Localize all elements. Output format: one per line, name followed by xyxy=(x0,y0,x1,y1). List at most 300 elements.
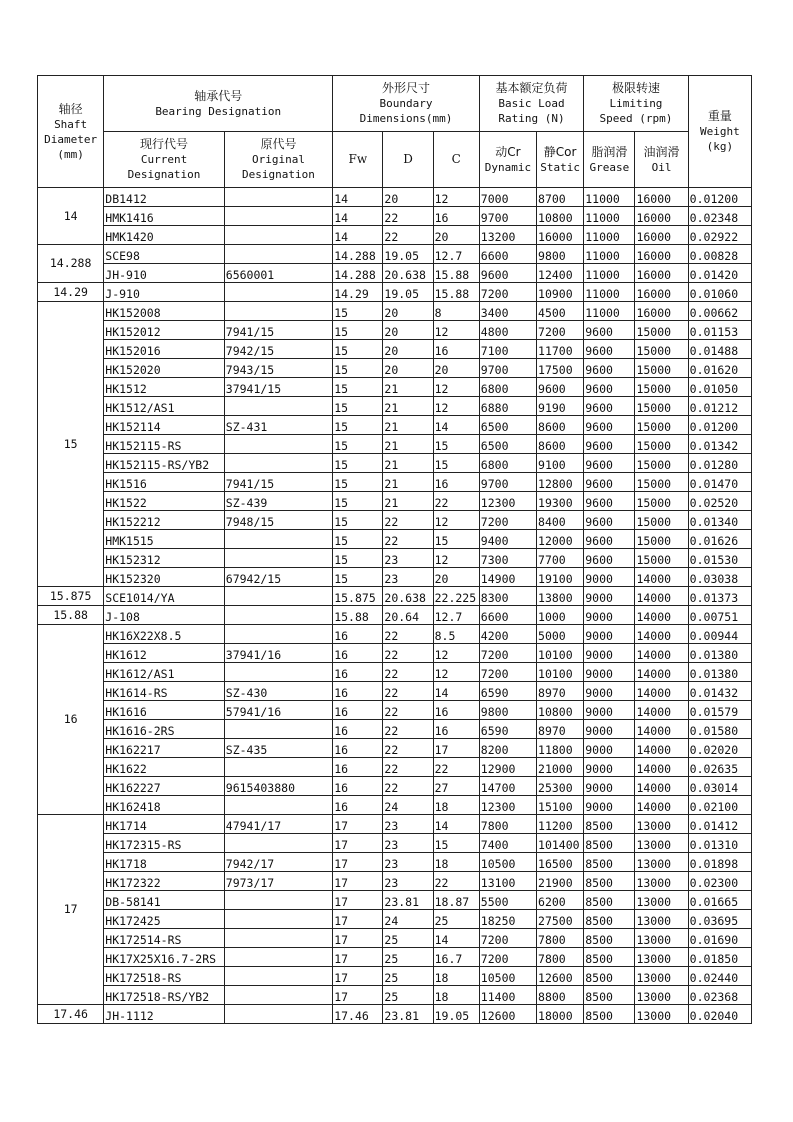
original-designation-cell: 7941/15 xyxy=(224,473,332,492)
grease-speed-cell: 8500 xyxy=(584,948,635,967)
d-cell: 22 xyxy=(383,701,433,720)
static-load-cell: 19100 xyxy=(537,568,584,587)
table-row xyxy=(38,891,752,910)
dynamic-load-cell: 7200 xyxy=(479,283,536,302)
static-load-cell: 101400 xyxy=(537,834,584,853)
table-row xyxy=(38,929,752,948)
weight-cell: 0.02020 xyxy=(688,739,751,758)
static-load-cell: 8970 xyxy=(537,720,584,739)
c-cell: 15 xyxy=(433,834,479,853)
table-row xyxy=(38,245,752,264)
static-load-cell: 1000 xyxy=(537,606,584,625)
original-designation-cell: SZ-431 xyxy=(224,416,332,435)
current-designation-cell: HK1616 xyxy=(104,701,225,720)
fw-cell: 15 xyxy=(333,359,383,378)
current-designation-cell: HK162217 xyxy=(104,739,225,758)
fw-cell: 16 xyxy=(333,663,383,682)
oil-speed-cell: 14000 xyxy=(635,663,688,682)
static-load-cell: 21000 xyxy=(537,758,584,777)
grease-speed-cell: 9000 xyxy=(584,682,635,701)
current-designation-cell: HK1522 xyxy=(104,492,225,511)
table-row xyxy=(38,967,752,986)
grease-speed-cell: 8500 xyxy=(584,929,635,948)
c-cell: 15.88 xyxy=(433,283,479,302)
fw-cell: 16 xyxy=(333,796,383,815)
grease-speed-cell: 9000 xyxy=(584,701,635,720)
current-en2: Designation xyxy=(127,168,201,181)
weight-cell: 0.01340 xyxy=(688,511,751,530)
fw-cell: 16 xyxy=(333,777,383,796)
static-load-cell: 11700 xyxy=(537,340,584,359)
d-cell: 21 xyxy=(383,473,433,492)
oil-speed-cell: 15000 xyxy=(635,492,688,511)
grease-en: Grease xyxy=(589,160,630,174)
shaft-diameter-cell: 17 xyxy=(38,815,104,1005)
d-cell: 22 xyxy=(383,682,433,701)
oil-header xyxy=(635,132,688,188)
table-row xyxy=(38,511,752,530)
fw-cell: 17 xyxy=(333,891,383,910)
original-designation-cell: 7942/17 xyxy=(224,853,332,872)
table-row xyxy=(38,226,752,245)
weight-cell: 0.01200 xyxy=(688,188,751,207)
shaft-diameter-cell: 15.88 xyxy=(38,606,104,625)
dynamic-load-cell: 7400 xyxy=(479,834,536,853)
c-cell: 15 xyxy=(433,530,479,549)
fw-cell: 15 xyxy=(333,492,383,511)
d-cell: 22 xyxy=(383,663,433,682)
d-cell: 23 xyxy=(383,815,433,834)
oil-speed-cell: 14000 xyxy=(635,644,688,663)
d-cell: 23 xyxy=(383,853,433,872)
original-designation-cell xyxy=(224,454,332,473)
original-en1: Original xyxy=(251,153,305,166)
grease-speed-cell: 8500 xyxy=(584,910,635,929)
c-cell: 14 xyxy=(433,815,479,834)
current-en1: Current xyxy=(140,153,188,166)
grease-speed-cell: 11000 xyxy=(584,302,635,321)
fw-cell: 15 xyxy=(333,568,383,587)
grease-speed-cell: 9000 xyxy=(584,587,635,606)
current-designation-cell: HK1616-2RS xyxy=(104,720,225,739)
d-label: D xyxy=(403,152,413,166)
c-cell: 15.88 xyxy=(433,264,479,283)
d-cell: 20.638 xyxy=(383,264,433,283)
c-cell: 12.7 xyxy=(433,606,479,625)
current-designation-cell: JH-910 xyxy=(104,264,225,283)
grease-speed-cell: 9000 xyxy=(584,758,635,777)
weight-cell: 0.01200 xyxy=(688,416,751,435)
original-designation-cell xyxy=(224,720,332,739)
dynamic-load-cell: 6600 xyxy=(479,606,536,625)
oil-speed-cell: 16000 xyxy=(635,226,688,245)
fw-cell: 16 xyxy=(333,739,383,758)
c-cell: 22 xyxy=(433,872,479,891)
boundary-en2: Dimensions(mm) xyxy=(359,112,453,125)
static-load-cell: 4500 xyxy=(537,302,584,321)
dynamic-load-cell: 8300 xyxy=(479,587,536,606)
c-cell: 20 xyxy=(433,226,479,245)
table-row xyxy=(38,986,752,1005)
original-designation-cell: 7973/17 xyxy=(224,872,332,891)
boundary-cn: 外形尺寸 xyxy=(381,81,430,95)
current-designation-cell: SCE98 xyxy=(104,245,225,264)
grease-speed-cell: 11000 xyxy=(584,207,635,226)
fw-cell: 15 xyxy=(333,454,383,473)
fw-cell: 15 xyxy=(333,378,383,397)
d-cell: 22 xyxy=(383,644,433,663)
grease-speed-cell: 9000 xyxy=(584,568,635,587)
current-designation-cell: HK16X22X8.5 xyxy=(104,625,225,644)
table-row xyxy=(38,530,752,549)
static-load-cell: 8700 xyxy=(537,188,584,207)
fw-cell: 15 xyxy=(333,340,383,359)
grease-speed-cell: 9000 xyxy=(584,663,635,682)
c-cell: 22.225 xyxy=(433,587,479,606)
d-cell: 19.05 xyxy=(383,283,433,302)
shaft-diameter-cell: 14.29 xyxy=(38,283,104,302)
dynamic-load-cell: 9700 xyxy=(479,359,536,378)
static-load-cell: 7800 xyxy=(537,948,584,967)
original-designation-cell xyxy=(224,834,332,853)
oil-speed-cell: 13000 xyxy=(635,872,688,891)
oil-speed-cell: 15000 xyxy=(635,378,688,397)
current-designation-cell: HMK1515 xyxy=(104,530,225,549)
oil-speed-cell: 13000 xyxy=(635,910,688,929)
current-designation-cell: HK162227 xyxy=(104,777,225,796)
d-cell: 21 xyxy=(383,416,433,435)
shaft-diameter-cell: 15.875 xyxy=(38,587,104,606)
static-load-cell: 11800 xyxy=(537,739,584,758)
d-cell: 25 xyxy=(383,929,433,948)
shaft-diameter-cell: 15 xyxy=(38,302,104,587)
d-cell: 21 xyxy=(383,492,433,511)
oil-speed-cell: 13000 xyxy=(635,986,688,1005)
d-cell: 21 xyxy=(383,397,433,416)
weight-cell: 0.01850 xyxy=(688,948,751,967)
dynamic-load-cell: 12300 xyxy=(479,492,536,511)
table-row xyxy=(38,473,752,492)
d-cell: 24 xyxy=(383,796,433,815)
current-designation-cell: HK152115-RS/YB2 xyxy=(104,454,225,473)
original-designation-cell xyxy=(224,397,332,416)
static-load-cell: 8600 xyxy=(537,416,584,435)
c-cell: 12 xyxy=(433,511,479,530)
fw-cell: 17 xyxy=(333,872,383,891)
c-cell: 12 xyxy=(433,321,479,340)
table-row xyxy=(38,416,752,435)
fw-cell: 14 xyxy=(333,188,383,207)
weight-cell: 0.03014 xyxy=(688,777,751,796)
original-designation-cell xyxy=(224,226,332,245)
shaft-cn: 轴径 xyxy=(58,101,83,116)
bearing-cn: 轴承代号 xyxy=(194,88,243,103)
table-row xyxy=(38,302,752,321)
current-designation-cell: DB1412 xyxy=(104,188,225,207)
table-row xyxy=(38,606,752,625)
d-cell: 25 xyxy=(383,986,433,1005)
oil-speed-cell: 13000 xyxy=(635,853,688,872)
d-cell: 20.638 xyxy=(383,587,433,606)
dynamic-load-cell: 4800 xyxy=(479,321,536,340)
weight-cell: 0.01690 xyxy=(688,929,751,948)
static-load-cell: 12400 xyxy=(537,264,584,283)
weight-cell: 0.01310 xyxy=(688,834,751,853)
static-load-cell: 8400 xyxy=(537,511,584,530)
c-cell: 8 xyxy=(433,302,479,321)
static-load-cell: 8600 xyxy=(537,435,584,454)
oil-speed-cell: 14000 xyxy=(635,739,688,758)
c-cell: 19.05 xyxy=(433,1005,479,1024)
dynamic-load-cell: 5500 xyxy=(479,891,536,910)
current-designation-cell: HK152312 xyxy=(104,549,225,568)
d-cell: 20.64 xyxy=(383,606,433,625)
grease-speed-cell: 9600 xyxy=(584,492,635,511)
d-cell: 22 xyxy=(383,226,433,245)
c-cell: 16 xyxy=(433,720,479,739)
weight-cell: 0.01212 xyxy=(688,397,751,416)
oil-speed-cell: 14000 xyxy=(635,758,688,777)
speed-cn: 极限转速 xyxy=(611,81,660,95)
weight-cell: 0.01579 xyxy=(688,701,751,720)
c-cell: 15 xyxy=(433,454,479,473)
grease-speed-cell: 9600 xyxy=(584,530,635,549)
dynamic-load-cell: 6500 xyxy=(479,435,536,454)
oil-speed-cell: 16000 xyxy=(635,245,688,264)
grease-speed-cell: 9600 xyxy=(584,511,635,530)
oil-speed-cell: 15000 xyxy=(635,397,688,416)
table-row xyxy=(38,492,752,511)
weight-cell: 0.01580 xyxy=(688,720,751,739)
weight-cell: 0.01380 xyxy=(688,644,751,663)
grease-speed-cell: 9000 xyxy=(584,777,635,796)
table-row xyxy=(38,777,752,796)
oil-speed-cell: 13000 xyxy=(635,891,688,910)
grease-speed-cell: 8500 xyxy=(584,967,635,986)
weight-en: Weight xyxy=(699,125,740,138)
fw-cell: 15 xyxy=(333,397,383,416)
stat-en: Static xyxy=(540,160,580,174)
d-cell: 21 xyxy=(383,378,433,397)
oil-speed-cell: 15000 xyxy=(635,340,688,359)
oil-speed-cell: 14000 xyxy=(635,777,688,796)
c-cell: 16.7 xyxy=(433,948,479,967)
d-cell: 20 xyxy=(383,340,433,359)
original-designation-cell xyxy=(224,302,332,321)
d-cell: 22 xyxy=(383,530,433,549)
fw-cell: 15.875 xyxy=(333,587,383,606)
dynamic-load-cell: 11400 xyxy=(479,986,536,1005)
load-en1: Basic Load xyxy=(498,97,565,110)
oil-speed-cell: 14000 xyxy=(635,606,688,625)
current-designation-cell: HK1516 xyxy=(104,473,225,492)
boundary-en1: Boundary xyxy=(379,97,433,110)
table-row xyxy=(38,720,752,739)
dynamic-load-cell: 6590 xyxy=(479,720,536,739)
current-designation-cell: HK172518-RS xyxy=(104,967,225,986)
current-designation-cell: HK172425 xyxy=(104,910,225,929)
static-load-cell: 10800 xyxy=(537,701,584,720)
c-cell: 14 xyxy=(433,929,479,948)
grease-speed-cell: 9000 xyxy=(584,644,635,663)
original-designation-cell: 7943/15 xyxy=(224,359,332,378)
original-designation-cell xyxy=(224,530,332,549)
original-designation-cell xyxy=(224,606,332,625)
fw-cell: 17 xyxy=(333,910,383,929)
oil-speed-cell: 14000 xyxy=(635,701,688,720)
current-designation-cell: HK1718 xyxy=(104,853,225,872)
weight-cn: 重量 xyxy=(707,109,732,123)
dynamic-load-cell: 3400 xyxy=(479,302,536,321)
c-cell: 17 xyxy=(433,739,479,758)
static-load-cell: 8970 xyxy=(537,682,584,701)
fw-cell: 15 xyxy=(333,549,383,568)
static-load-cell: 6200 xyxy=(537,891,584,910)
current-designation-cell: HK1622 xyxy=(104,758,225,777)
dyn-cn: 动Cr xyxy=(495,144,521,159)
fw-cell: 14.288 xyxy=(333,245,383,264)
weight-cell: 0.00944 xyxy=(688,625,751,644)
oil-speed-cell: 15000 xyxy=(635,511,688,530)
original-designation-cell: 67942/15 xyxy=(224,568,332,587)
shaft-unit: (mm) xyxy=(57,147,84,161)
oil-en: Oil xyxy=(651,160,672,174)
static-header xyxy=(537,132,584,188)
current-designation-cell: HK152016 xyxy=(104,340,225,359)
shaft-en1: Shaft xyxy=(54,117,88,131)
static-load-cell: 9800 xyxy=(537,245,584,264)
dynamic-load-cell: 12600 xyxy=(479,1005,536,1024)
current-designation-cell: HK172315-RS xyxy=(104,834,225,853)
current-designation-cell: HK1614-RS xyxy=(104,682,225,701)
oil-speed-cell: 15000 xyxy=(635,549,688,568)
oil-speed-cell: 15000 xyxy=(635,473,688,492)
oil-speed-cell: 14000 xyxy=(635,682,688,701)
dynamic-load-cell: 7300 xyxy=(479,549,536,568)
load-rating-header xyxy=(479,76,583,132)
current-designation-cell: HK162418 xyxy=(104,796,225,815)
current-designation-cell: HK1612/AS1 xyxy=(104,663,225,682)
table-row xyxy=(38,796,752,815)
fw-cell: 15 xyxy=(333,435,383,454)
table-row xyxy=(38,682,752,701)
weight-cell: 0.02300 xyxy=(688,872,751,891)
static-load-cell: 11200 xyxy=(537,815,584,834)
dynamic-load-cell: 12900 xyxy=(479,758,536,777)
c-cell: 18 xyxy=(433,986,479,1005)
dynamic-load-cell: 9700 xyxy=(479,473,536,492)
oil-speed-cell: 15000 xyxy=(635,454,688,473)
limiting-speed-header xyxy=(584,76,688,132)
current-cn: 现行代号 xyxy=(140,137,189,151)
oil-speed-cell: 15000 xyxy=(635,530,688,549)
grease-speed-cell: 9000 xyxy=(584,606,635,625)
original-designation-cell xyxy=(224,435,332,454)
dynamic-load-cell: 13100 xyxy=(479,872,536,891)
fw-cell: 16 xyxy=(333,644,383,663)
speed-en2: Speed (rpm) xyxy=(599,112,673,125)
d-cell: 20 xyxy=(383,359,433,378)
table-row xyxy=(38,568,752,587)
dynamic-header xyxy=(479,132,536,188)
original-designation-cell: 6560001 xyxy=(224,264,332,283)
oil-speed-cell: 15000 xyxy=(635,359,688,378)
static-load-cell: 18000 xyxy=(537,1005,584,1024)
c-cell: 12 xyxy=(433,644,479,663)
current-designation-cell: HK1512/AS1 xyxy=(104,397,225,416)
c-cell: 14 xyxy=(433,416,479,435)
c-cell: 12 xyxy=(433,397,479,416)
grease-speed-cell: 8500 xyxy=(584,815,635,834)
current-designation-cell: HK152212 xyxy=(104,511,225,530)
static-load-cell: 13800 xyxy=(537,587,584,606)
current-designation-cell: HK152114 xyxy=(104,416,225,435)
fw-cell: 16 xyxy=(333,625,383,644)
c-cell: 8.5 xyxy=(433,625,479,644)
original-designation-cell xyxy=(224,796,332,815)
fw-cell: 16 xyxy=(333,758,383,777)
c-cell: 14 xyxy=(433,682,479,701)
weight-cell: 0.01373 xyxy=(688,587,751,606)
dynamic-load-cell: 9400 xyxy=(479,530,536,549)
bearing-en: Bearing Designation xyxy=(155,104,282,118)
grease-speed-cell: 9600 xyxy=(584,359,635,378)
original-designation-cell: 47941/17 xyxy=(224,815,332,834)
c-cell: 18 xyxy=(433,967,479,986)
d-cell: 22 xyxy=(383,777,433,796)
c-cell: 27 xyxy=(433,777,479,796)
c-cell: 25 xyxy=(433,910,479,929)
current-designation-cell: HK152020 xyxy=(104,359,225,378)
oil-speed-cell: 14000 xyxy=(635,568,688,587)
d-cell: 21 xyxy=(383,435,433,454)
weight-cell: 0.00828 xyxy=(688,245,751,264)
d-cell: 22 xyxy=(383,758,433,777)
dynamic-load-cell: 9800 xyxy=(479,701,536,720)
bearing-designation-header xyxy=(104,76,333,132)
dynamic-load-cell: 10500 xyxy=(479,853,536,872)
table-row xyxy=(38,663,752,682)
current-designation-cell: HK1512 xyxy=(104,378,225,397)
current-designation-cell: HK152115-RS xyxy=(104,435,225,454)
original-designation-cell xyxy=(224,967,332,986)
weight-unit: (kg) xyxy=(706,140,734,153)
table-row xyxy=(38,739,752,758)
table-row xyxy=(38,397,752,416)
dynamic-load-cell: 18250 xyxy=(479,910,536,929)
weight-cell: 0.02922 xyxy=(688,226,751,245)
static-load-cell: 21900 xyxy=(537,872,584,891)
current-designation-cell: DB-58141 xyxy=(104,891,225,910)
original-designation-cell xyxy=(224,283,332,302)
original-designation-cell: SZ-439 xyxy=(224,492,332,511)
grease-speed-cell: 9000 xyxy=(584,796,635,815)
fw-cell: 16 xyxy=(333,720,383,739)
dynamic-load-cell: 6800 xyxy=(479,454,536,473)
grease-speed-cell: 8500 xyxy=(584,853,635,872)
table-row xyxy=(38,644,752,663)
weight-cell: 0.01420 xyxy=(688,264,751,283)
d-cell: 23 xyxy=(383,872,433,891)
fw-cell: 17 xyxy=(333,853,383,872)
weight-cell: 0.03038 xyxy=(688,568,751,587)
weight-cell: 0.02520 xyxy=(688,492,751,511)
d-cell: 25 xyxy=(383,948,433,967)
oil-speed-cell: 14000 xyxy=(635,625,688,644)
c-header xyxy=(433,132,479,188)
table-row xyxy=(38,207,752,226)
current-designation-cell: HMK1420 xyxy=(104,226,225,245)
